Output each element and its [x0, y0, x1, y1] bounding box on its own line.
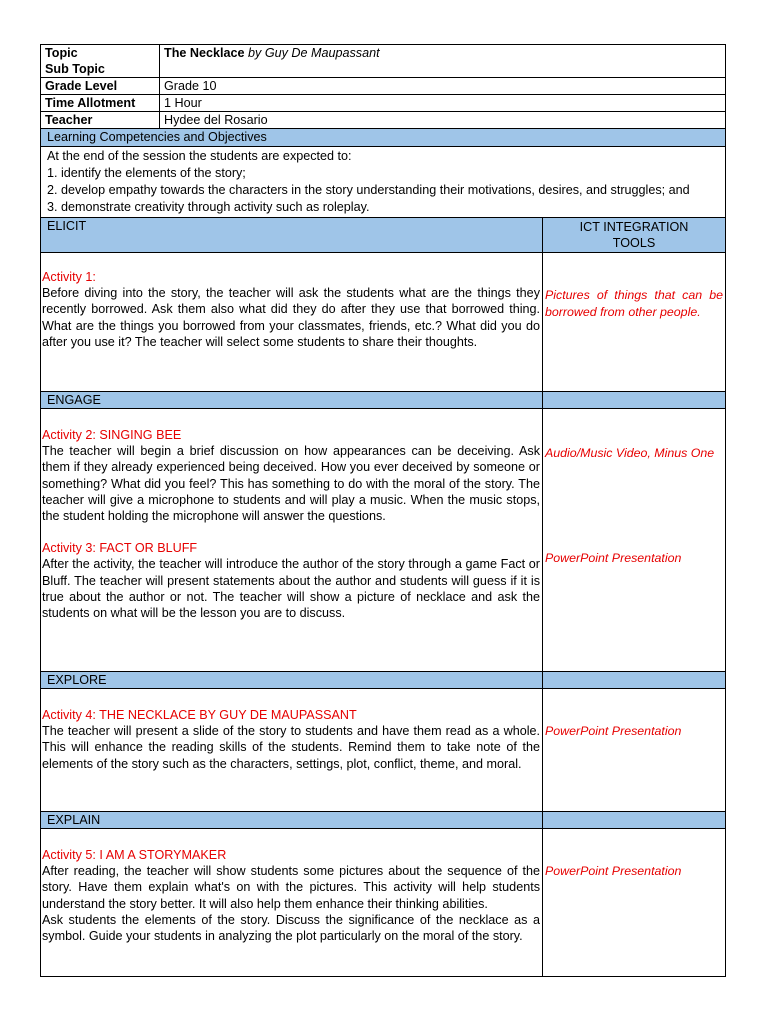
topic-label-cell — [41, 45, 160, 78]
section-bar-explore — [40, 671, 726, 689]
time-label: Time Allotment — [41, 95, 160, 112]
activity-text: Before diving into the story, the teacher will ask the students what are the things they recently borrowed. Ask them also what did they do after they use that borrowed thing. What are the things you borrowed from your classmates, friends, etc.? What did you do after you use it? The teacher will select some students to share their thoughts. — [42, 286, 540, 349]
ict-tools-heading: ICT INTEGRATION TOOLS — [579, 220, 689, 250]
activity-title: Activity 5: I AM A STORYMAKER — [42, 848, 227, 862]
time-value: 1 Hour — [160, 95, 726, 112]
topic-label: Topic — [45, 46, 78, 60]
section-label-explain: EXPLAIN — [41, 812, 543, 828]
grade-label: Grade Level — [41, 78, 160, 95]
activity-tool: PowerPoint Presentation — [545, 864, 682, 878]
activity-title: Activity 3: FACT OR BLUFF — [42, 541, 198, 556]
activity-5 — [41, 829, 542, 944]
section-label-explore: EXPLORE — [41, 672, 543, 688]
activity-tool: Audio/Music Video, Minus One — [545, 446, 715, 460]
activity-title: Activity 4: THE NECKLACE BY GUY DE MAUPASSANT — [42, 708, 357, 722]
objective-item: 3. demonstrate creativity through activity such as roleplay. — [47, 200, 370, 214]
subtopic-label: Sub Topic — [45, 62, 105, 76]
activity-text: After reading, the teacher will show students some pictures about the sequence of the story. Have them explain what's on with the pictures. This activity will help students understand the story better. It will also help them enhance their thinking abilities. — [42, 864, 540, 911]
activity-row-2 — [40, 409, 726, 671]
objective-item: 2. develop empathy towards the characters in the story understanding their motivations, desires, and struggles; and — [47, 183, 690, 197]
topic-value-cell — [160, 45, 726, 78]
activity-tool: Pictures of things that can be borrowed from other people. — [545, 288, 723, 319]
section-bar-explain — [40, 811, 726, 829]
activity-text: The teacher will begin a brief discussion on how appearances can be deceiving. Ask them if they already experienced being deceived. How you ever deceived by someone or something? What did you feel? This has something to do with the moral of the story. The teacher will give a microphone to students and will play a music. When the music stops, the student holding the microphone will answer the questions. — [42, 444, 540, 524]
activity-3 — [41, 524, 542, 621]
teacher-value: Hydee del Rosario — [160, 112, 726, 129]
objectives-heading: Learning Competencies and Objectives — [40, 129, 726, 147]
section-bar-engage — [40, 391, 726, 409]
objectives-body — [40, 147, 726, 218]
section-bar-elicit — [40, 218, 726, 253]
activity-text: After the activity, the teacher will introduce the author of the story through a game Fact or Bluff. The teacher will present statements about the author and students will guess if it is true about the author or not. The teacher will show a picture of necklace and ask the students on what will be the lesson you are to discuss. — [42, 557, 540, 621]
activity-text-continued: Ask students the elements of the story. Discuss the significance of the necklace as a symbol. Guide your students in analyzing the plot particularly on the moral of the story. — [42, 912, 540, 944]
teacher-label: Teacher — [41, 112, 160, 129]
activity-tool: PowerPoint Presentation — [545, 724, 682, 738]
activity-row-4 — [40, 689, 726, 811]
grade-value: Grade 10 — [160, 78, 726, 95]
topic-author: by Guy De Maupassant — [244, 46, 380, 60]
objectives-intro: At the end of the session the students are expected to: — [47, 149, 352, 163]
activity-tool: PowerPoint Presentation — [545, 550, 682, 565]
objective-item: 1. identify the elements of the story; — [47, 166, 246, 180]
activity-row-1 — [40, 253, 726, 391]
topic-title: The Necklace — [164, 46, 245, 60]
lesson-header-table — [40, 44, 726, 129]
activity-2 — [41, 409, 542, 524]
section-label-elicit: ELICIT — [41, 218, 543, 252]
activity-title: Activity 1: — [42, 270, 96, 284]
section-label-engage: ENGAGE — [41, 392, 543, 408]
activity-row-5 — [40, 829, 726, 977]
lesson-plan-document — [40, 44, 726, 977]
activity-title: Activity 2: SINGING BEE — [42, 428, 182, 442]
activity-text: The teacher will present a slide of the story to students and have them read as a whole. This will enhance the reading skills of the students. Remind them to take note of the elements of the story such as the characters, settings, plot, conflict, theme, and moral. — [42, 724, 540, 771]
activity-4 — [41, 689, 542, 772]
activity-1 — [41, 253, 542, 350]
